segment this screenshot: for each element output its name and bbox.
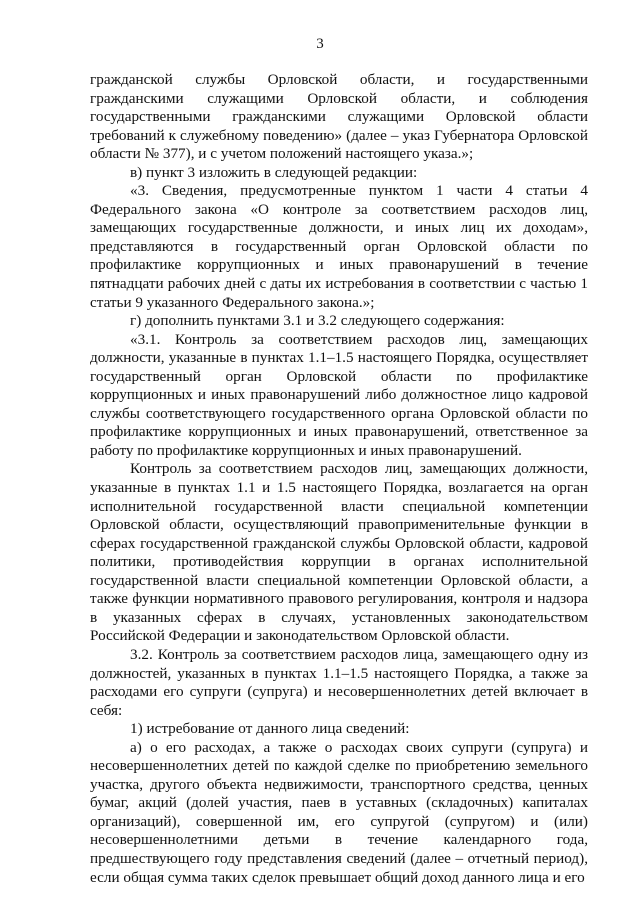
paragraph-clause-3-2: 3.2. Контроль за соответствием расходов лица, замещающего одну из должностей, указанных в пунктах 1.1–1.5 настоящего Порядка, а также за расходами его супруги (супруга) и несовершеннолетних детей включает в себя: (90, 645, 588, 719)
paragraph-clause-3-1: «3.1. Контроль за соответствием расходов лиц, замещающих должности, указанные в пунктах 1.1–1.5 настоящего Порядка, осуществляет государственный орган Орловской области по профилактике коррупционных и иных правонарушений либо должностное лицо кадровой службы соответствующего государственного органа Орловской области по профилактике коррупционных и иных правонарушений, ответственное за работу по профилактике коррупционных и иных правонарушений. (90, 330, 588, 459)
paragraph-continuation: гражданской службы Орловской области, и государственными гражданскими служащими Орловской области, и соблюдения государственными гражданскими служащими Орловской области требований к служебному поведению» (далее – указ Губернатора Орловской области № 377), и с учетом положений настоящего указа.»; (90, 71, 588, 163)
page-number: 3 (316, 36, 324, 52)
paragraph-subitem-1: 1) истребование от данного лица сведений: (130, 720, 410, 738)
paragraph-item-v: в) пункт 3 изложить в следующей редакции: (130, 163, 418, 181)
document-body (90, 71, 588, 887)
paragraph-item-g: г) дополнить пунктами 3.1 и 3.2 следующего содержания: (130, 312, 505, 330)
paragraph-clause-3-1-control: Контроль за соответствием расходов лиц, замещающих должности, указанные в пунктах 1.1 и 1.5 настоящего Порядка, возлагается на орган исполнительной государственной власти специальной компетенции Орловской области, осуществляющий правоприменительные функции в сферах государственной гражданской службы Орловской области, кадровой политики, противодействия коррупции в органах исполнительной государственной власти специальной компетенции Орловской области, а также функции нормативного правового регулирования, контроля и надзора в указанных сферах в случаях, установленных законодательством Российской Федерации и законодательством Орловской области. (90, 460, 588, 645)
paragraph-subitem-a: а) о его расходах, а также о расходах своих супруги (супруга) и несовершеннолетних детей по каждой сделке по приобретению земельного участка, другого объекта недвижимости, транспортного средства, ценных бумаг, акций (долей участия, паев в уставных (складочных) капиталах организаций), совершенной им, его супругой (супругом) и (или) несовершеннолетними детьми в течение календарного года, предшествующего году представления сведений (далее – отчетный период), если общая сумма таких сделок превышает общий доход данного лица и его (90, 738, 588, 886)
paragraph-clause-3: «3. Сведения, предусмотренные пунктом 1 части 4 статьи 4 Федерального закона «О контроле за соответствием расходов лиц, замещающих государственные должности, и иных лиц их доходам», представляются в государственный орган Орловской области по профилактике коррупционных и иных правонарушений в течение пятнадцати рабочих дней с даты их истребования в соответствии с частью 1 статьи 9 указанного Федерального закона.»; (90, 182, 588, 311)
